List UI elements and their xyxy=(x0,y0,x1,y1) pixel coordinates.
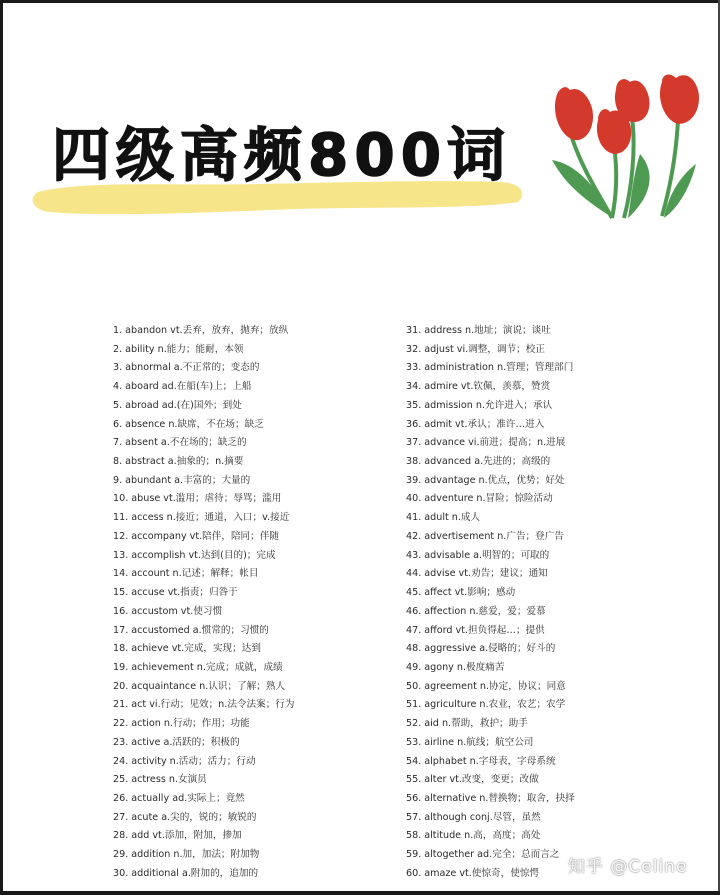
entry-number: 41. xyxy=(406,512,422,524)
entry-definition: aboard ad.在船(车)上；上船 xyxy=(125,381,252,393)
entry-number: 15. xyxy=(113,587,129,599)
entry-number: 53. xyxy=(406,736,422,748)
entry-definition: abundant a.丰富的；大量的 xyxy=(125,474,251,486)
word-entry xyxy=(113,753,403,772)
word-entry xyxy=(406,528,696,547)
word-entry xyxy=(406,397,696,416)
entry-number: 59. xyxy=(406,849,422,861)
word-entry xyxy=(406,453,696,472)
entry-definition: active a.活跃的；积极的 xyxy=(131,736,240,748)
entry-number: 5. xyxy=(113,399,123,411)
entry-number: 55. xyxy=(406,774,422,786)
entry-number: 48. xyxy=(406,643,422,655)
word-entry xyxy=(406,359,696,378)
entry-number: 16. xyxy=(113,605,129,617)
entry-definition: addition n.加，加法；附加物 xyxy=(131,849,260,861)
entry-definition: airline n.航线；航空公司 xyxy=(424,736,534,748)
page-border-bottom xyxy=(0,891,720,895)
entry-number: 38. xyxy=(406,456,422,468)
entry-number: 17. xyxy=(113,624,129,636)
word-entry xyxy=(113,659,403,678)
entry-definition: advanced a.先进的；高级的 xyxy=(424,456,551,468)
entry-number: 24. xyxy=(113,755,129,767)
word-entry xyxy=(406,472,696,491)
entry-number: 49. xyxy=(406,661,422,673)
entry-number: 45. xyxy=(406,587,422,599)
word-entry xyxy=(113,865,403,884)
entry-definition: abuse vt.滥用；虐待；辱骂；滥用 xyxy=(131,493,282,505)
word-list-right-column xyxy=(406,322,696,884)
word-entry xyxy=(113,565,403,584)
word-entry xyxy=(113,359,403,378)
entry-number: 42. xyxy=(406,530,422,542)
entry-definition: alter vt.改变，变更；改做 xyxy=(424,774,539,786)
word-entry xyxy=(406,490,696,509)
word-entry xyxy=(113,584,403,603)
word-entry xyxy=(406,565,696,584)
entry-number: 4. xyxy=(113,381,123,393)
entry-number: 43. xyxy=(406,549,422,561)
word-entry xyxy=(113,603,403,622)
word-entry xyxy=(113,696,403,715)
word-entry xyxy=(113,790,403,809)
entry-definition: altitude n.高，高度；高处 xyxy=(424,830,541,842)
entry-definition: absence n.缺席，不在场；缺乏 xyxy=(125,418,264,430)
word-entry xyxy=(113,322,403,341)
entry-definition: afford vt.担负得起…；提供 xyxy=(424,624,545,636)
entry-definition: affection n.慈爱，爱；爱慕 xyxy=(424,605,546,617)
word-entry xyxy=(406,715,696,734)
entry-definition: alphabet n.字母表，字母系统 xyxy=(424,755,556,767)
entry-number: 57. xyxy=(406,811,422,823)
word-entry xyxy=(406,678,696,697)
entry-definition: acute a.尖的，锐的；敏锐的 xyxy=(131,811,257,823)
word-entry xyxy=(406,734,696,753)
word-entry xyxy=(113,809,403,828)
word-entry xyxy=(406,341,696,360)
word-entry xyxy=(406,322,696,341)
entry-number: 18. xyxy=(113,643,129,655)
entry-definition: access n.接近；通道，入口；v.接近 xyxy=(131,512,290,524)
word-entry xyxy=(406,659,696,678)
entry-number: 47. xyxy=(406,624,422,636)
word-list-left-column xyxy=(113,322,403,884)
entry-definition: aggressive a.侵略的；好斗的 xyxy=(424,643,556,655)
entry-number: 32. xyxy=(406,343,422,355)
entry-definition: altogether ad.完全；总而言之 xyxy=(424,849,560,861)
word-entry xyxy=(406,434,696,453)
word-entry xyxy=(113,678,403,697)
entry-number: 52. xyxy=(406,718,422,730)
entry-number: 50. xyxy=(406,680,422,692)
word-entry xyxy=(113,622,403,641)
entry-number: 51. xyxy=(406,699,422,711)
entry-definition: ability n.能力；能耐，本领 xyxy=(125,343,244,355)
entry-definition: abnormal a.不正常的；变态的 xyxy=(125,362,260,374)
word-entry xyxy=(113,434,403,453)
word-entry xyxy=(406,416,696,435)
entry-definition: alternative n.替换物；取舍，抉择 xyxy=(424,792,575,804)
entry-number: 56. xyxy=(406,792,422,804)
entry-number: 10. xyxy=(113,493,129,505)
word-entry xyxy=(406,622,696,641)
entry-number: 2. xyxy=(113,343,123,355)
entry-definition: adjust vi.调整，调节；校正 xyxy=(424,343,545,355)
entry-definition: accompany vt.陪伴，陪同；伴随 xyxy=(131,530,279,542)
word-entry xyxy=(406,809,696,828)
entry-number: 54. xyxy=(406,755,422,767)
entry-definition: actually ad.实际上；竟然 xyxy=(131,792,245,804)
entry-definition: address n.地址；演说；谈吐 xyxy=(424,325,551,336)
word-entry xyxy=(113,490,403,509)
entry-definition: actress n.女演员 xyxy=(131,774,207,786)
entry-number: 12. xyxy=(113,530,129,542)
entry-number: 46. xyxy=(406,605,422,617)
entry-definition: abstract a.抽象的；n.摘要 xyxy=(125,456,244,468)
entry-definition: amaze vt.使惊奇，使惊愕 xyxy=(424,867,540,879)
entry-number: 33. xyxy=(406,362,422,374)
entry-definition: administration n.管理；管理部门 xyxy=(424,362,574,374)
entry-number: 13. xyxy=(113,549,129,561)
word-entry xyxy=(406,547,696,566)
word-entry xyxy=(113,397,403,416)
word-entry xyxy=(406,603,696,622)
entry-definition: advise vt.劝告；建议；通知 xyxy=(424,568,548,580)
entry-definition: advance vi.前进；提高；n.进展 xyxy=(424,437,566,449)
entry-definition: activity n.活动；活力；行动 xyxy=(131,755,256,767)
word-entry xyxy=(113,416,403,435)
entry-number: 28. xyxy=(113,830,129,842)
entry-number: 30. xyxy=(113,867,129,879)
entry-definition: admit vt.承认；准许…进入 xyxy=(424,418,545,430)
entry-number: 37. xyxy=(406,437,422,449)
entry-number: 11. xyxy=(113,512,129,524)
entry-number: 9. xyxy=(113,474,123,486)
entry-definition: accuse vt.指责；归咎于 xyxy=(131,587,238,599)
entry-definition: accustomed a.惯常的；习惯的 xyxy=(131,624,269,636)
entry-number: 36. xyxy=(406,418,422,430)
entry-number: 29. xyxy=(113,849,129,861)
entry-number: 3. xyxy=(113,362,123,374)
entry-definition: abandon vt.丢弃，放弃，抛弃；放纵 xyxy=(125,325,289,336)
tulip-illustration-icon xyxy=(548,68,708,228)
entry-definition: advisable a.明智的；可取的 xyxy=(424,549,550,561)
entry-definition: add vt.添加，附加，掺加 xyxy=(131,830,242,842)
word-entry xyxy=(113,547,403,566)
word-entry xyxy=(406,827,696,846)
word-entry xyxy=(113,827,403,846)
entry-definition: additional a.附加的，追加的 xyxy=(131,867,259,879)
word-entry xyxy=(113,528,403,547)
word-entry xyxy=(406,696,696,715)
entry-number: 35. xyxy=(406,399,422,411)
word-entry xyxy=(406,771,696,790)
word-entry xyxy=(113,846,403,865)
word-entry xyxy=(113,453,403,472)
entry-definition: aid n.帮助，救护；助手 xyxy=(424,718,528,730)
entry-number: 14. xyxy=(113,568,129,580)
word-entry xyxy=(406,790,696,809)
word-entry xyxy=(406,378,696,397)
entry-number: 34. xyxy=(406,381,422,393)
entry-number: 25. xyxy=(113,774,129,786)
word-entry xyxy=(406,753,696,772)
entry-definition: abroad ad.(在)国外；到处 xyxy=(125,399,242,411)
watermark: 知乎 @Celine xyxy=(568,857,688,877)
entry-definition: acquaintance n.认识；了解；熟人 xyxy=(131,680,286,692)
entry-definition: agony n.极度痛苦 xyxy=(424,661,505,673)
entry-definition: absent a.不在场的；缺乏的 xyxy=(125,437,247,449)
entry-definition: admire vt.钦佩，羡慕，赞赏 xyxy=(424,381,551,393)
entry-definition: affect vt.影响；感动 xyxy=(424,587,516,599)
word-entry xyxy=(113,378,403,397)
entry-number: 1. xyxy=(113,325,123,336)
entry-number: 40. xyxy=(406,493,422,505)
entry-number: 19. xyxy=(113,661,129,673)
entry-definition: adventure n.冒险；惊险活动 xyxy=(424,493,553,505)
entry-number: 22. xyxy=(113,718,129,730)
entry-definition: action n.行动；作用；功能 xyxy=(131,718,250,730)
entry-number: 21. xyxy=(113,699,129,711)
entry-definition: agreement n.协定，协议；同意 xyxy=(424,680,566,692)
entry-number: 7. xyxy=(113,437,123,449)
entry-number: 20. xyxy=(113,680,129,692)
entry-number: 58. xyxy=(406,830,422,842)
entry-number: 44. xyxy=(406,568,422,580)
entry-definition: accustom vt.使习惯 xyxy=(131,605,223,617)
word-entry xyxy=(406,640,696,659)
word-entry xyxy=(113,771,403,790)
entry-definition: although conj.尽管，虽然 xyxy=(424,811,541,823)
entry-definition: agriculture n.农业，农艺；农学 xyxy=(424,699,566,711)
entry-definition: account n.记述；解释；帐目 xyxy=(131,568,259,580)
entry-definition: achievement n.完成；成就，成绩 xyxy=(131,661,283,673)
word-entry xyxy=(113,472,403,491)
entry-number: 26. xyxy=(113,792,129,804)
page-title: 四级高频800词 xyxy=(52,121,512,189)
entry-definition: achieve vt.完成，实现；达到 xyxy=(131,643,261,655)
word-entry xyxy=(113,734,403,753)
entry-number: 60. xyxy=(406,867,422,879)
entry-number: 23. xyxy=(113,736,129,748)
title-banner xyxy=(0,0,720,300)
word-entry xyxy=(406,584,696,603)
word-entry xyxy=(113,640,403,659)
entry-number: 8. xyxy=(113,456,123,468)
entry-number: 27. xyxy=(113,811,129,823)
entry-definition: advertisement n.广告；登广告 xyxy=(424,530,564,542)
entry-definition: admission n.允许进入；承认 xyxy=(424,399,553,411)
entry-definition: adult n.成人 xyxy=(424,512,481,524)
word-entry xyxy=(113,715,403,734)
entry-number: 39. xyxy=(406,474,422,486)
word-entry xyxy=(113,341,403,360)
word-entry xyxy=(113,509,403,528)
entry-definition: act vi.行动；见效；n.法令法案；行为 xyxy=(131,699,295,711)
word-entry xyxy=(406,509,696,528)
entry-definition: advantage n.优点，优势；好处 xyxy=(424,474,565,486)
entry-definition: accomplish vt.达到(目的)；完成 xyxy=(131,549,276,561)
entry-number: 31. xyxy=(406,325,422,336)
entry-number: 6. xyxy=(113,418,123,430)
